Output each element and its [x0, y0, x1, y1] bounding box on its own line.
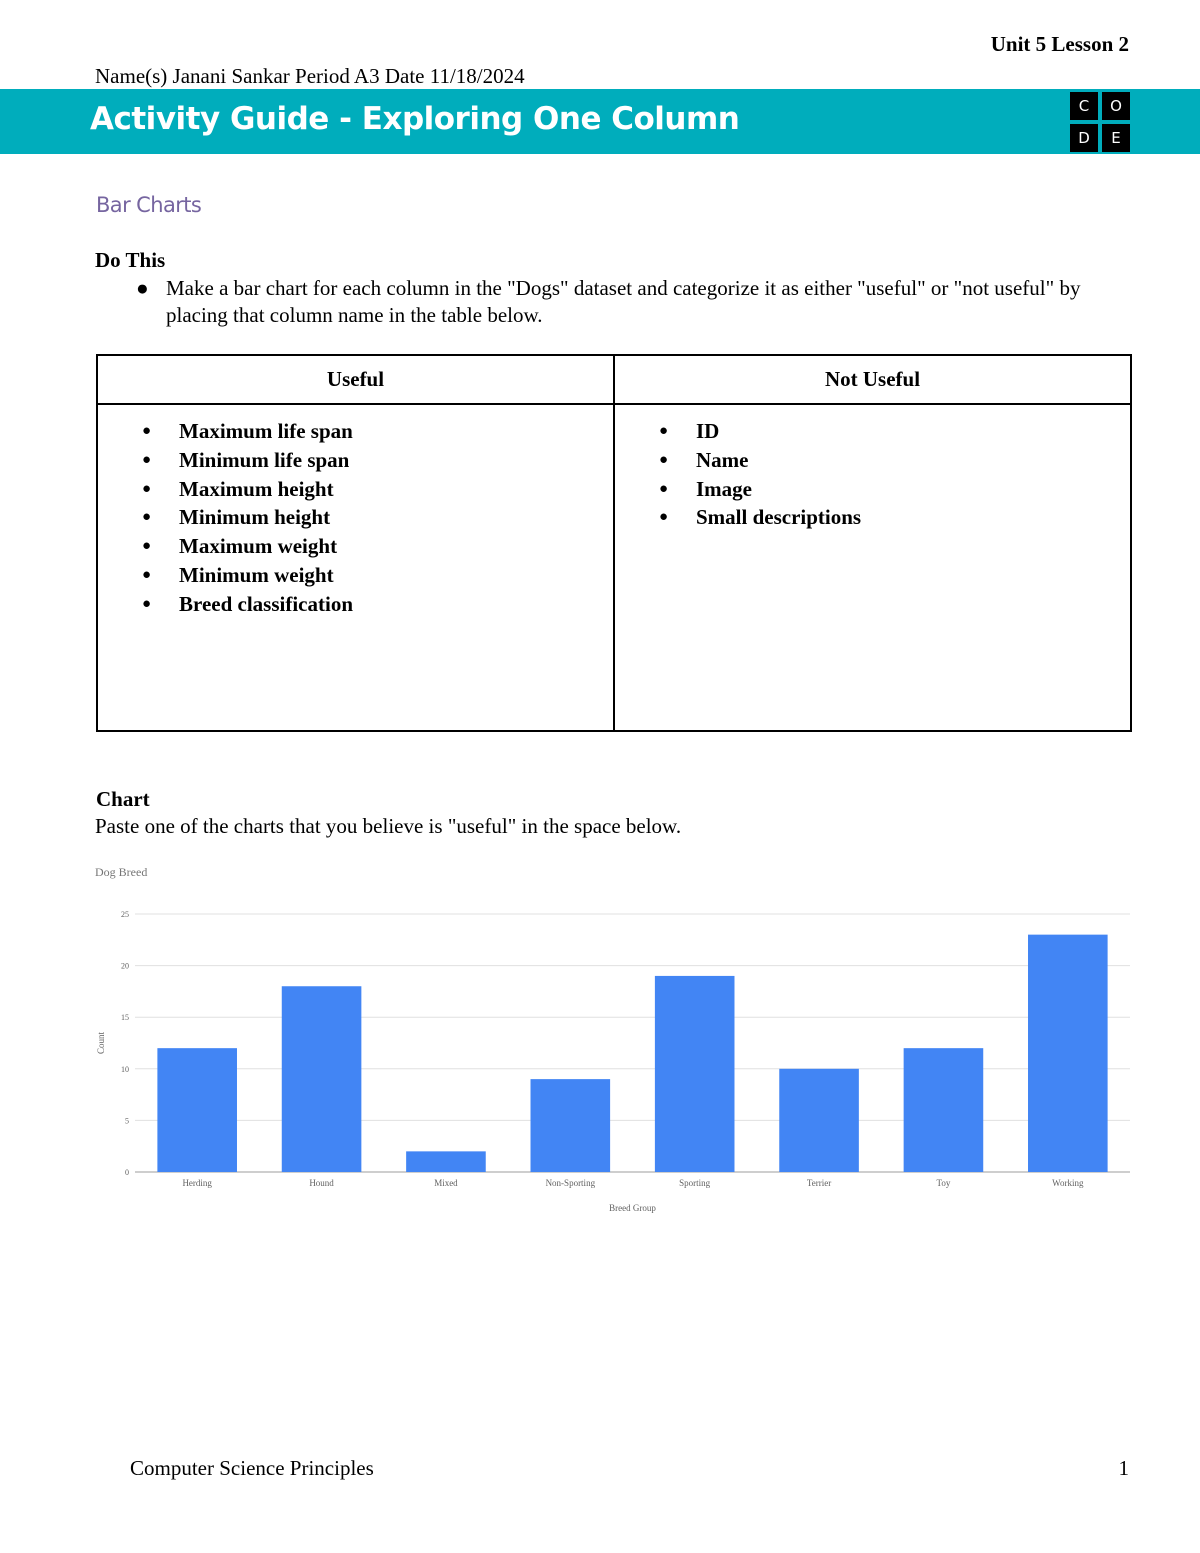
student-info-line: Name(s) Janani Sankar Period A3 Date 11/18/2024 [95, 64, 525, 88]
bullet-icon: ● [142, 566, 152, 583]
bullet-icon: ● [142, 595, 152, 612]
x-tick-label: Terrier [806, 1178, 832, 1188]
bullet-icon: ● [142, 538, 152, 555]
bullet-icon: ● [659, 480, 669, 497]
bar-non-sporting [531, 1079, 611, 1172]
list-item: ● Minimum life span [142, 446, 613, 475]
chart-title: Dog Breed [95, 865, 148, 879]
dog-breed-bar-chart [0, 850, 1200, 1230]
bullet-icon: ● [142, 480, 152, 497]
do-this-instruction [130, 275, 1110, 329]
not-useful-header: Not Useful [614, 355, 1131, 404]
logo-letter-c: C [1070, 92, 1098, 120]
bullet-icon: ● [659, 451, 669, 468]
code-logo [1070, 92, 1130, 152]
bar-terrier [779, 1069, 859, 1172]
bullet-icon: ● [142, 509, 152, 526]
bar-hound [282, 986, 362, 1172]
bullet-icon: ● [659, 509, 669, 526]
y-tick-label: 5 [125, 1116, 129, 1126]
y-tick-label: 10 [121, 1064, 129, 1074]
x-tick-label: Hound [309, 1178, 334, 1188]
logo-letter-o: O [1102, 92, 1130, 120]
section-title: Bar Charts [96, 193, 202, 217]
title-banner [0, 89, 1200, 154]
useful-list [98, 417, 613, 619]
footer-course: Computer Science Principles [130, 1456, 374, 1480]
bar-sporting [655, 976, 735, 1172]
x-tick-label: Sporting [679, 1178, 711, 1188]
list-item: ● Small descriptions [659, 503, 1130, 532]
do-this-heading: Do This [95, 248, 166, 272]
bullet-icon: ● [142, 451, 152, 468]
x-tick-label: Mixed [434, 1178, 458, 1188]
list-item: ● Name [659, 446, 1130, 475]
logo-letter-d: D [1070, 124, 1098, 152]
x-tick-label: Working [1052, 1178, 1084, 1188]
unit-lesson-label: Unit 5 Lesson 2 [990, 32, 1129, 56]
y-tick-label: 15 [121, 1013, 129, 1023]
y-tick-label: 0 [125, 1168, 129, 1177]
bullet-icon: ● [142, 423, 152, 439]
x-tick-label: Toy [936, 1178, 951, 1188]
instruction-text: Make a bar chart for each column in the "Dogs" dataset and categorize it as either "useful" or "not useful" by placing that column name in the table below. [166, 276, 1081, 327]
page-title: Activity Guide - Exploring One Column [90, 101, 740, 137]
list-item: ● Maximum life span [142, 417, 613, 446]
bar-herding [157, 1048, 237, 1172]
bar-mixed [406, 1151, 486, 1172]
list-item: ● Maximum height [142, 475, 613, 504]
bar-working [1028, 935, 1108, 1172]
logo-letter-e: E [1102, 124, 1130, 152]
y-axis-label: Count [96, 1031, 106, 1055]
useful-header: Useful [97, 355, 614, 404]
bullet-icon: ● [659, 423, 669, 439]
y-tick-label: 25 [121, 910, 129, 919]
list-item: ● ID [659, 417, 1130, 446]
useful-cell [97, 404, 614, 731]
bar-toy [904, 1048, 984, 1172]
y-tick-label: 20 [121, 961, 129, 971]
page-number: 1 [1118, 1456, 1129, 1480]
chart-heading: Chart [96, 787, 150, 811]
not-useful-list [615, 417, 1130, 532]
list-item: ● Image [659, 475, 1130, 504]
x-tick-label: Herding [182, 1178, 212, 1188]
list-item: ● Maximum weight [142, 532, 613, 561]
list-item: ● Minimum weight [142, 561, 613, 590]
list-item: ● Breed classification [142, 590, 613, 619]
x-axis-label: Breed Group [609, 1203, 656, 1213]
x-tick-label: Non-Sporting [545, 1178, 596, 1188]
list-item: ● Minimum height [142, 503, 613, 532]
classification-table [96, 354, 1132, 732]
chart-instruction: Paste one of the charts that you believe is "useful" in the space below. [95, 814, 682, 838]
not-useful-cell [614, 404, 1131, 731]
bullet-icon: ● [136, 276, 149, 300]
